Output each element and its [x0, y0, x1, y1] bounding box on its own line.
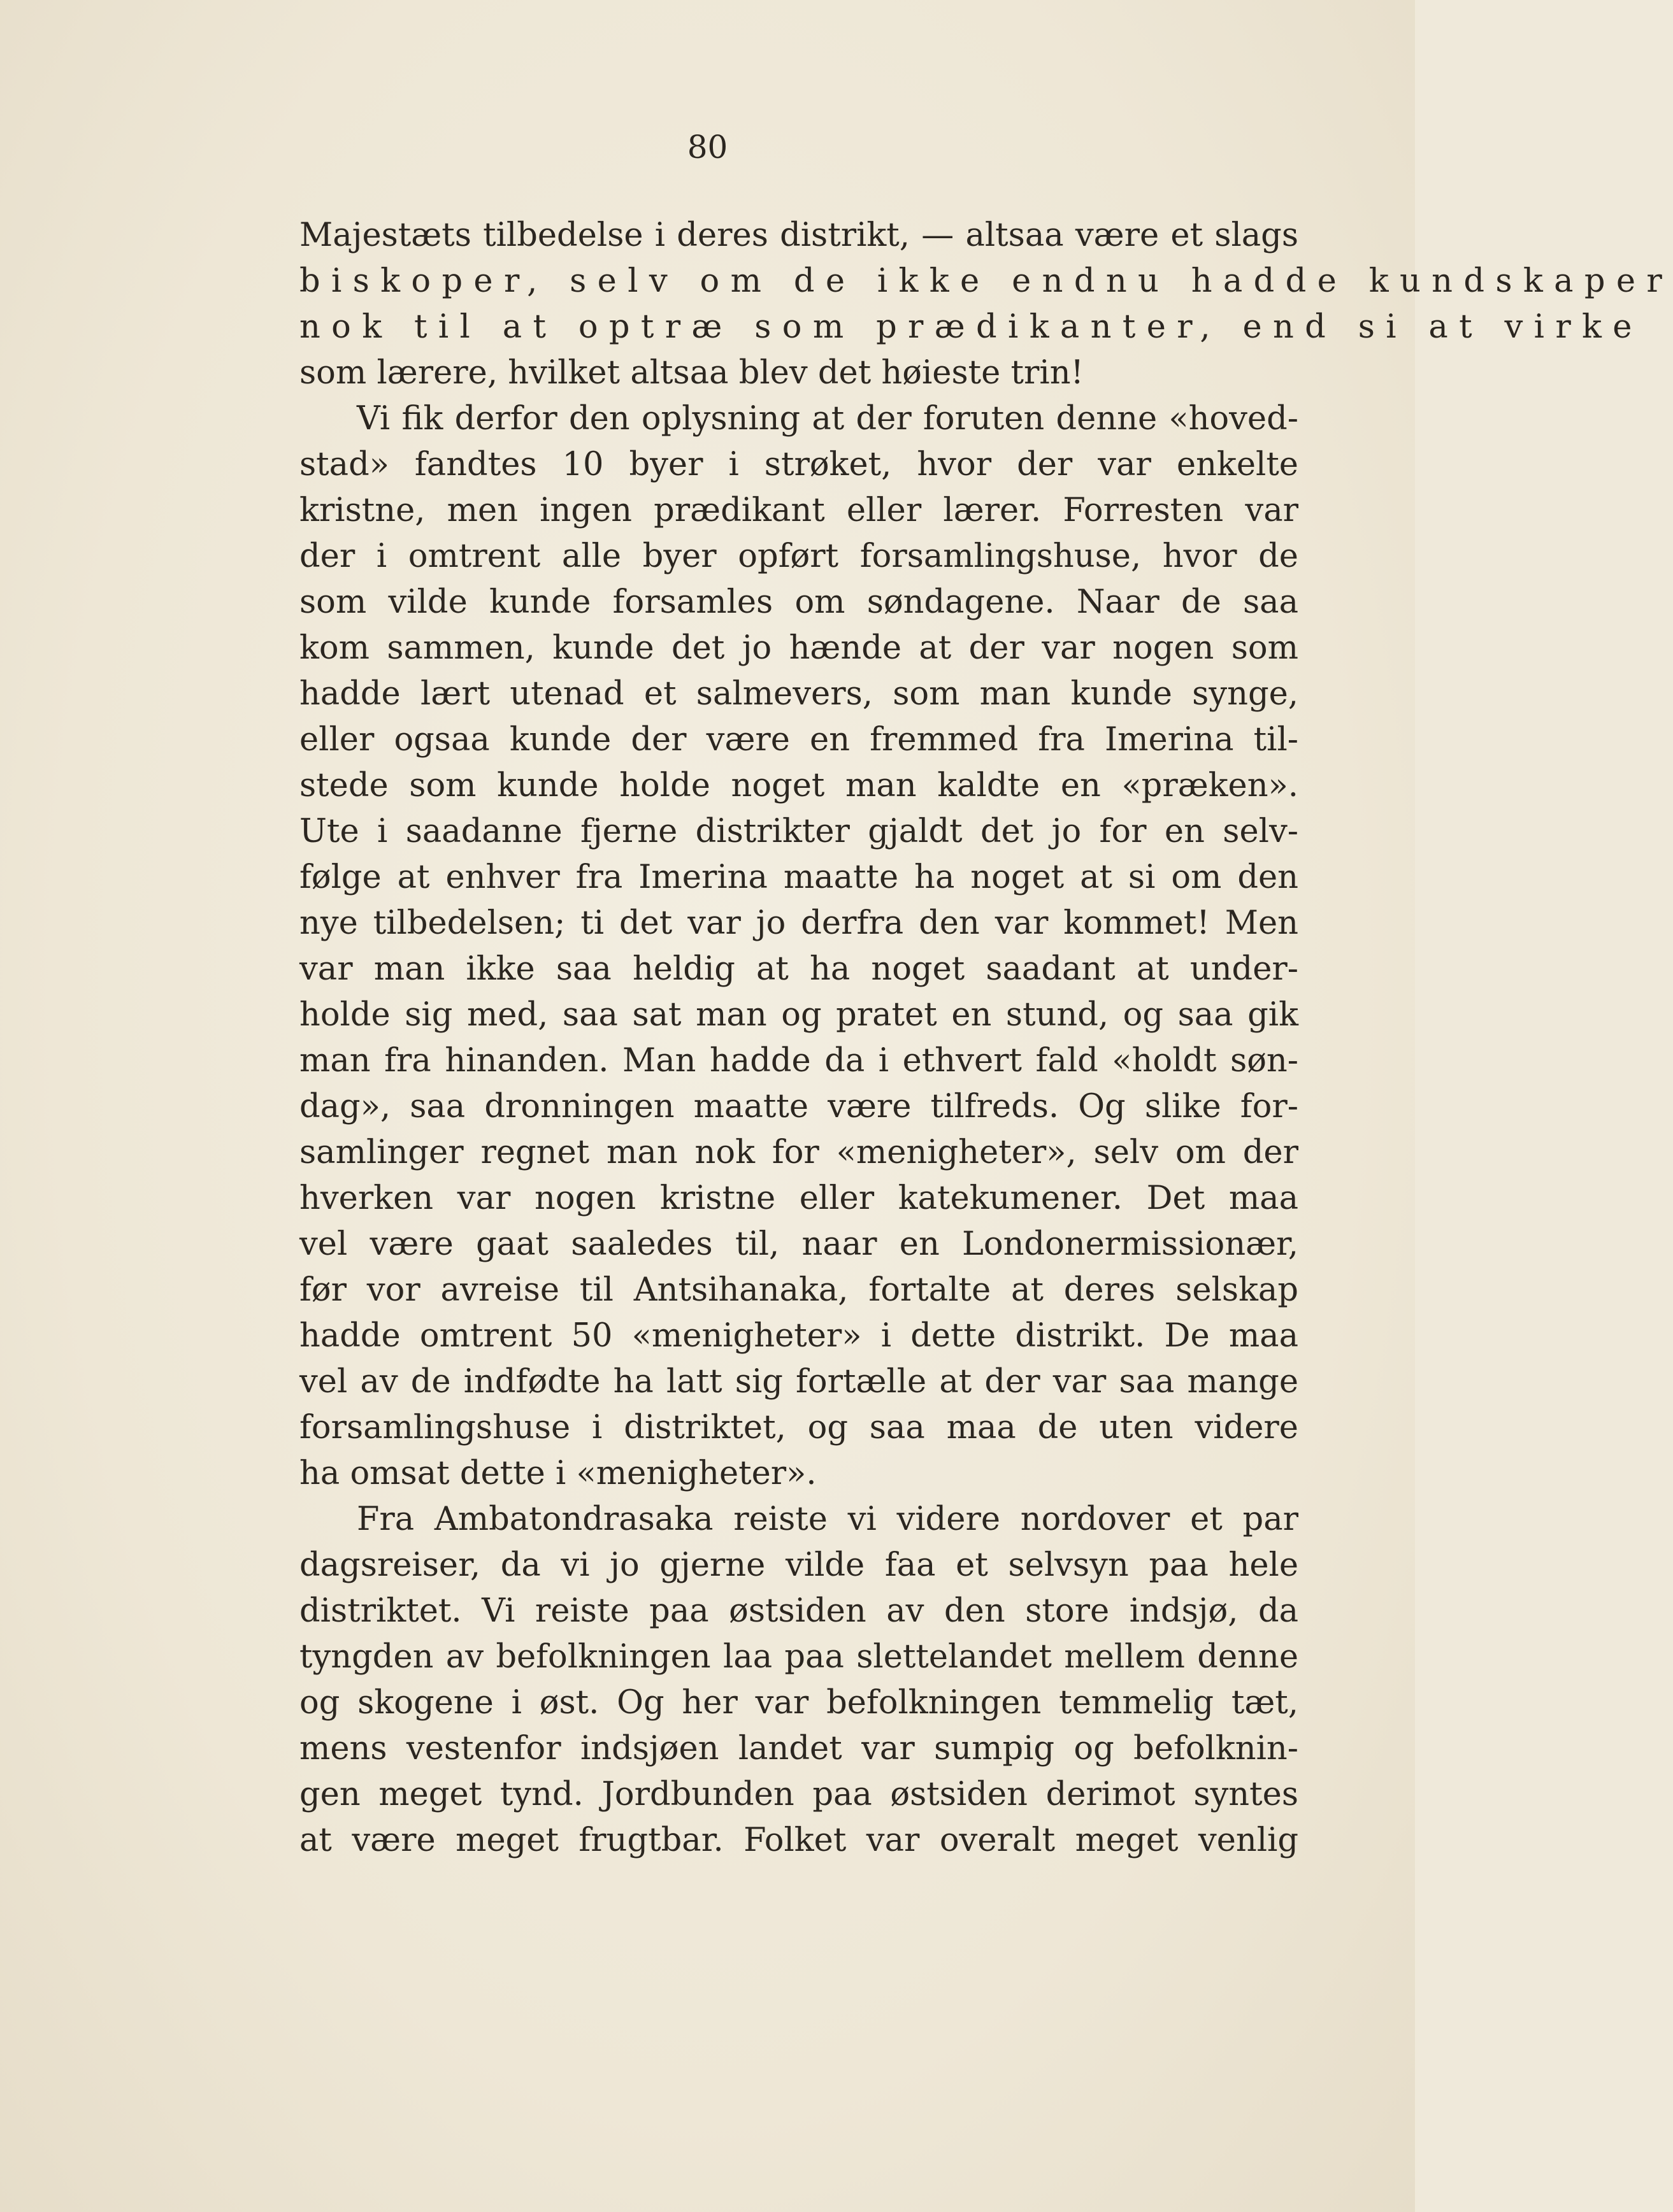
- text-line: følge at enhver fra Imerina maatte ha noget at si om den: [299, 859, 1298, 896]
- text-line: Ute i saadanne fjerne distrikter gjaldt det jo for en selv-: [299, 813, 1298, 850]
- text-line: nok til at optræ som prædikanter, end si at virke: [299, 308, 1643, 346]
- text-line: forsamlingshuse i distriktet, og saa maa de uten videre: [299, 1409, 1298, 1446]
- text-line: stad» fandtes 10 byer i strøket, hvor der var enkelte: [299, 446, 1298, 483]
- text-line: som vilde kunde forsamles om søndagene. Naar de saa: [299, 583, 1298, 621]
- text-line: distriktet. Vi reiste paa østsiden av den store indsjø, da: [299, 1592, 1298, 1630]
- text-line: og skogene i øst. Og her var befolkningen temmelig tæt,: [299, 1684, 1298, 1722]
- text-line: var man ikke saa heldig at ha noget saadant at under-: [299, 950, 1298, 988]
- text-line: nye tilbedelsen; ti det var jo derfra den var kommet! Men: [299, 904, 1298, 942]
- text-line: vel være gaat saaledes til, naar en Londonermissionær,: [299, 1225, 1298, 1263]
- text-line: hadde omtrent 50 «menigheter» i dette distrikt. De maa: [299, 1317, 1298, 1355]
- text-line: hverken var nogen kristne eller katekumener. Det maa: [299, 1180, 1298, 1217]
- text-line: samlinger regnet man nok for «menigheter», selv om der: [299, 1134, 1298, 1171]
- text-line: dagsreiser, da vi jo gjerne vilde faa et selvsyn paa hele: [299, 1546, 1298, 1584]
- text-line: hadde lært utenad et salmevers, som man kunde synge,: [299, 675, 1298, 713]
- text-line: vel av de indfødte ha latt sig fortælle at der var saa mange: [299, 1363, 1298, 1401]
- text-line: holde sig med, saa sat man og pratet en stund, og saa gik: [299, 996, 1298, 1034]
- text-line: som lærere, hvilket altsaa blev det høieste trin!: [299, 354, 1084, 392]
- text-line: ha omsat dette i «menigheter».: [299, 1455, 817, 1492]
- text-line: kristne, men ingen prædikant eller lærer. Forresten var: [299, 492, 1298, 529]
- text-line: man fra hinanden. Man hadde da i ethvert fald «holdt søn-: [299, 1042, 1298, 1080]
- text-line: stede som kunde holde noget man kaldte en «præken».: [299, 767, 1298, 804]
- text-line: mens vestenfor indsjøen landet var sumpig og befolknin-: [299, 1730, 1298, 1767]
- text-line: dag», saa dronningen maatte være tilfreds. Og slike for-: [299, 1088, 1298, 1125]
- text-line: tyngden av befolkningen laa paa slettelandet mellem denne: [299, 1638, 1298, 1676]
- text-line: Vi fik derfor den oplysning at der foruten denne «hoved-: [357, 400, 1298, 438]
- text-line: Majestæts tilbedelse i deres distrikt, — altsaa være et slags: [299, 217, 1298, 254]
- text-line: at være meget frugtbar. Folket var overalt meget venlig: [299, 1822, 1298, 1859]
- text-line: Fra Ambatondrasaka reiste vi videre nordover et par: [357, 1501, 1298, 1538]
- text-line: biskoper, selv om de ikke endnu hadde kundskaper: [299, 262, 1673, 300]
- text-line: eller ogsaa kunde der være en fremmed fra Imerina til-: [299, 721, 1298, 759]
- text-line: gen meget tynd. Jordbunden paa østsiden derimot syntes: [299, 1776, 1298, 1813]
- text-line: der i omtrent alle byer opført forsamlingshuse, hvor de: [299, 538, 1298, 575]
- text-line: kom sammen, kunde det jo hænde at der var nogen som: [299, 629, 1298, 667]
- body-text: [299, 213, 1673, 1864]
- page-number: 80: [687, 129, 728, 166]
- text-line: før vor avreise til Antsihanaka, fortalte at deres selskap: [299, 1271, 1298, 1309]
